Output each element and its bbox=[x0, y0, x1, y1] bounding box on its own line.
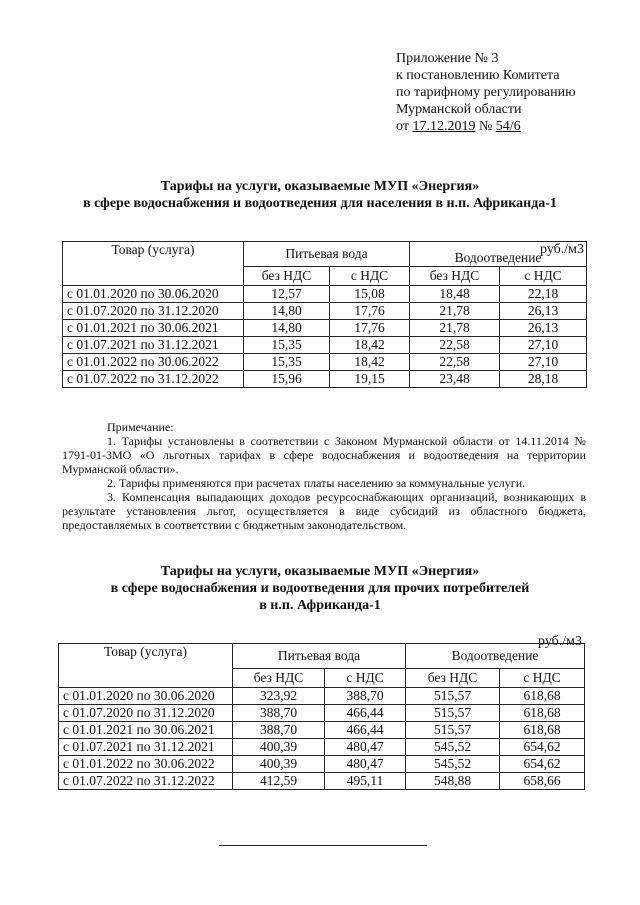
appendix-line: Приложение № 3 bbox=[396, 51, 499, 66]
col-header-water-no-vat: без НДС bbox=[233, 669, 325, 688]
sewer-vat-cell: 654,62 bbox=[500, 739, 585, 756]
water-no-vat-cell: 400,39 bbox=[233, 739, 325, 756]
title-line: Тарифы на услуги, оказываемые МУП «Энергия» bbox=[160, 564, 480, 579]
table-row bbox=[59, 773, 585, 790]
section2-unit: руб./м3 bbox=[538, 634, 583, 649]
population-tariff-table bbox=[62, 241, 587, 388]
water-vat-cell: 466,44 bbox=[325, 705, 406, 722]
sewer-vat-cell: 654,62 bbox=[500, 756, 585, 773]
water-no-vat-cell: 14,80 bbox=[244, 303, 330, 320]
table-row bbox=[59, 705, 585, 722]
water-no-vat-cell: 15,35 bbox=[244, 337, 330, 354]
sewer-no-vat-cell: 515,57 bbox=[406, 688, 500, 705]
water-vat-cell: 19,15 bbox=[330, 371, 410, 388]
section1-unit: руб./м3 bbox=[540, 242, 585, 257]
table-row bbox=[63, 337, 587, 354]
water-no-vat-cell: 15,96 bbox=[244, 371, 330, 388]
water-vat-cell: 480,47 bbox=[325, 756, 406, 773]
table-row bbox=[63, 320, 587, 337]
appendix-line: к постановлению Комитета bbox=[396, 68, 560, 83]
sewer-no-vat-cell: 22,58 bbox=[410, 337, 500, 354]
water-no-vat-cell: 15,35 bbox=[244, 354, 330, 371]
table-row bbox=[59, 688, 585, 705]
water-vat-cell: 18,42 bbox=[330, 354, 410, 371]
water-no-vat-cell: 14,80 bbox=[244, 320, 330, 337]
sewer-vat-cell: 618,68 bbox=[500, 688, 585, 705]
water-no-vat-cell: 412,59 bbox=[233, 773, 325, 790]
closing-rule bbox=[219, 845, 427, 846]
water-vat-cell: 466,44 bbox=[325, 722, 406, 739]
period-cell: с 01.01.2022 по 30.06.2022 bbox=[59, 756, 233, 773]
col-header-sewer: Водоотведение bbox=[410, 242, 587, 267]
col-header-sewer-no-vat: без НДС bbox=[406, 669, 500, 688]
period-cell: с 01.07.2022 по 31.12.2022 bbox=[59, 773, 233, 790]
other-consumers-tariff-table bbox=[58, 643, 585, 790]
col-header-sewer-vat: с НДС bbox=[500, 669, 585, 688]
water-vat-cell: 17,76 bbox=[330, 303, 410, 320]
sewer-vat-cell: 27,10 bbox=[500, 354, 587, 371]
title-line: Тарифы на услуги, оказываемые МУП «Энергия» bbox=[160, 179, 480, 194]
sewer-vat-cell: 28,18 bbox=[500, 371, 587, 388]
resolution-number: 54/6 bbox=[495, 119, 521, 134]
period-cell: с 01.01.2020 по 30.06.2020 bbox=[63, 286, 244, 303]
period-cell: с 01.01.2022 по 30.06.2022 bbox=[63, 354, 244, 371]
sewer-no-vat-cell: 515,57 bbox=[406, 722, 500, 739]
col-header-product: Товар (услуга) bbox=[63, 242, 244, 286]
period-cell: с 01.01.2020 по 30.06.2020 bbox=[59, 688, 233, 705]
sewer-no-vat-cell: 545,52 bbox=[406, 739, 500, 756]
sewer-no-vat-cell: 22,58 bbox=[410, 354, 500, 371]
water-no-vat-cell: 323,92 bbox=[233, 688, 325, 705]
period-cell: с 01.07.2020 по 31.12.2020 bbox=[63, 303, 244, 320]
note-item: 2. Тарифы применяются при расчетах платы населению за коммунальные услуги. bbox=[107, 476, 526, 490]
sewer-no-vat-cell: 548,88 bbox=[406, 773, 500, 790]
water-no-vat-cell: 388,70 bbox=[233, 722, 325, 739]
section2-title bbox=[0, 563, 640, 614]
title-line: в сфере водоснабжения и водоотведения для прочих потребителей bbox=[110, 581, 530, 596]
sewer-vat-cell: 618,68 bbox=[500, 722, 585, 739]
col-header-water: Питьевая вода bbox=[244, 242, 410, 267]
period-cell: с 01.07.2021 по 31.12.2021 bbox=[59, 739, 233, 756]
appendix-date-line bbox=[396, 118, 576, 135]
water-vat-cell: 480,47 bbox=[325, 739, 406, 756]
table-row bbox=[59, 756, 585, 773]
appendix-line: Мурманской области bbox=[396, 102, 522, 117]
water-vat-cell: 388,70 bbox=[325, 688, 406, 705]
water-vat-cell: 495,11 bbox=[325, 773, 406, 790]
col-header-sewer-vat: с НДС bbox=[500, 267, 587, 286]
sewer-no-vat-cell: 21,78 bbox=[410, 303, 500, 320]
date-prefix: от bbox=[396, 119, 409, 134]
col-header-sewer: Водоотведение bbox=[406, 644, 585, 669]
sewer-vat-cell: 26,13 bbox=[500, 320, 587, 337]
sewer-no-vat-cell: 515,57 bbox=[406, 705, 500, 722]
period-cell: с 01.07.2022 по 31.12.2022 bbox=[63, 371, 244, 388]
col-header-water: Питьевая вода bbox=[233, 644, 406, 669]
sewer-no-vat-cell: 545,52 bbox=[406, 756, 500, 773]
sewer-vat-cell: 27,10 bbox=[500, 337, 587, 354]
title-line: в сфере водоснабжения и водоотведения для населения в н.п. Африканда-1 bbox=[83, 196, 557, 211]
col-header-water-vat: с НДС bbox=[330, 267, 410, 286]
col-header-sewer-no-vat: без НДС bbox=[410, 267, 500, 286]
resolution-date: 17.12.2019 bbox=[412, 119, 476, 134]
table-row bbox=[63, 354, 587, 371]
sewer-no-vat-cell: 23,48 bbox=[410, 371, 500, 388]
sewer-vat-cell: 618,68 bbox=[500, 705, 585, 722]
col-header-water-vat: с НДС bbox=[325, 669, 406, 688]
water-vat-cell: 15,08 bbox=[330, 286, 410, 303]
note-item: 1. Тарифы установлены в соответствии с Законом Мурманской области от 14.11.2014 № 1791-01-ЗМО «О льготных тарифах в сфере водоснабжения и водоотведения на территории Мурманской области». bbox=[62, 434, 586, 476]
water-vat-cell: 17,76 bbox=[330, 320, 410, 337]
col-header-product: Товар (услуга) bbox=[59, 644, 233, 688]
title-line: в н.п. Африканда-1 bbox=[259, 598, 381, 613]
water-no-vat-cell: 388,70 bbox=[233, 705, 325, 722]
period-cell: с 01.07.2020 по 31.12.2020 bbox=[59, 705, 233, 722]
water-no-vat-cell: 400,39 bbox=[233, 756, 325, 773]
number-prefix: № bbox=[478, 119, 493, 134]
water-vat-cell: 18,42 bbox=[330, 337, 410, 354]
period-cell: с 01.07.2021 по 31.12.2021 bbox=[63, 337, 244, 354]
appendix-line: по тарифному регулированию bbox=[396, 85, 576, 100]
sewer-vat-cell: 658,66 bbox=[500, 773, 585, 790]
notes-block bbox=[62, 420, 586, 532]
table-row bbox=[59, 722, 585, 739]
sewer-no-vat-cell: 18,48 bbox=[410, 286, 500, 303]
sewer-vat-cell: 22,18 bbox=[500, 286, 587, 303]
appendix-header bbox=[396, 50, 576, 135]
period-cell: с 01.01.2021 по 30.06.2021 bbox=[63, 320, 244, 337]
sewer-no-vat-cell: 21,78 bbox=[410, 320, 500, 337]
table-row bbox=[59, 739, 585, 756]
table-row bbox=[63, 371, 587, 388]
notes-heading: Примечание: bbox=[107, 420, 174, 434]
note-item: 3. Компенсация выпадающих доходов ресурсоснабжающих организаций, возникающих в результате установления льгот, осуществляется в виде субсидий из областного бюджета, предоставляемых в соответствии с бюджетным законодательством. bbox=[62, 490, 586, 532]
sewer-vat-cell: 26,13 bbox=[500, 303, 587, 320]
period-cell: с 01.01.2021 по 30.06.2021 bbox=[59, 722, 233, 739]
col-header-water-no-vat: без НДС bbox=[244, 267, 330, 286]
water-no-vat-cell: 12,57 bbox=[244, 286, 330, 303]
table-row bbox=[63, 286, 587, 303]
section1-title bbox=[0, 178, 640, 212]
table-row bbox=[63, 303, 587, 320]
